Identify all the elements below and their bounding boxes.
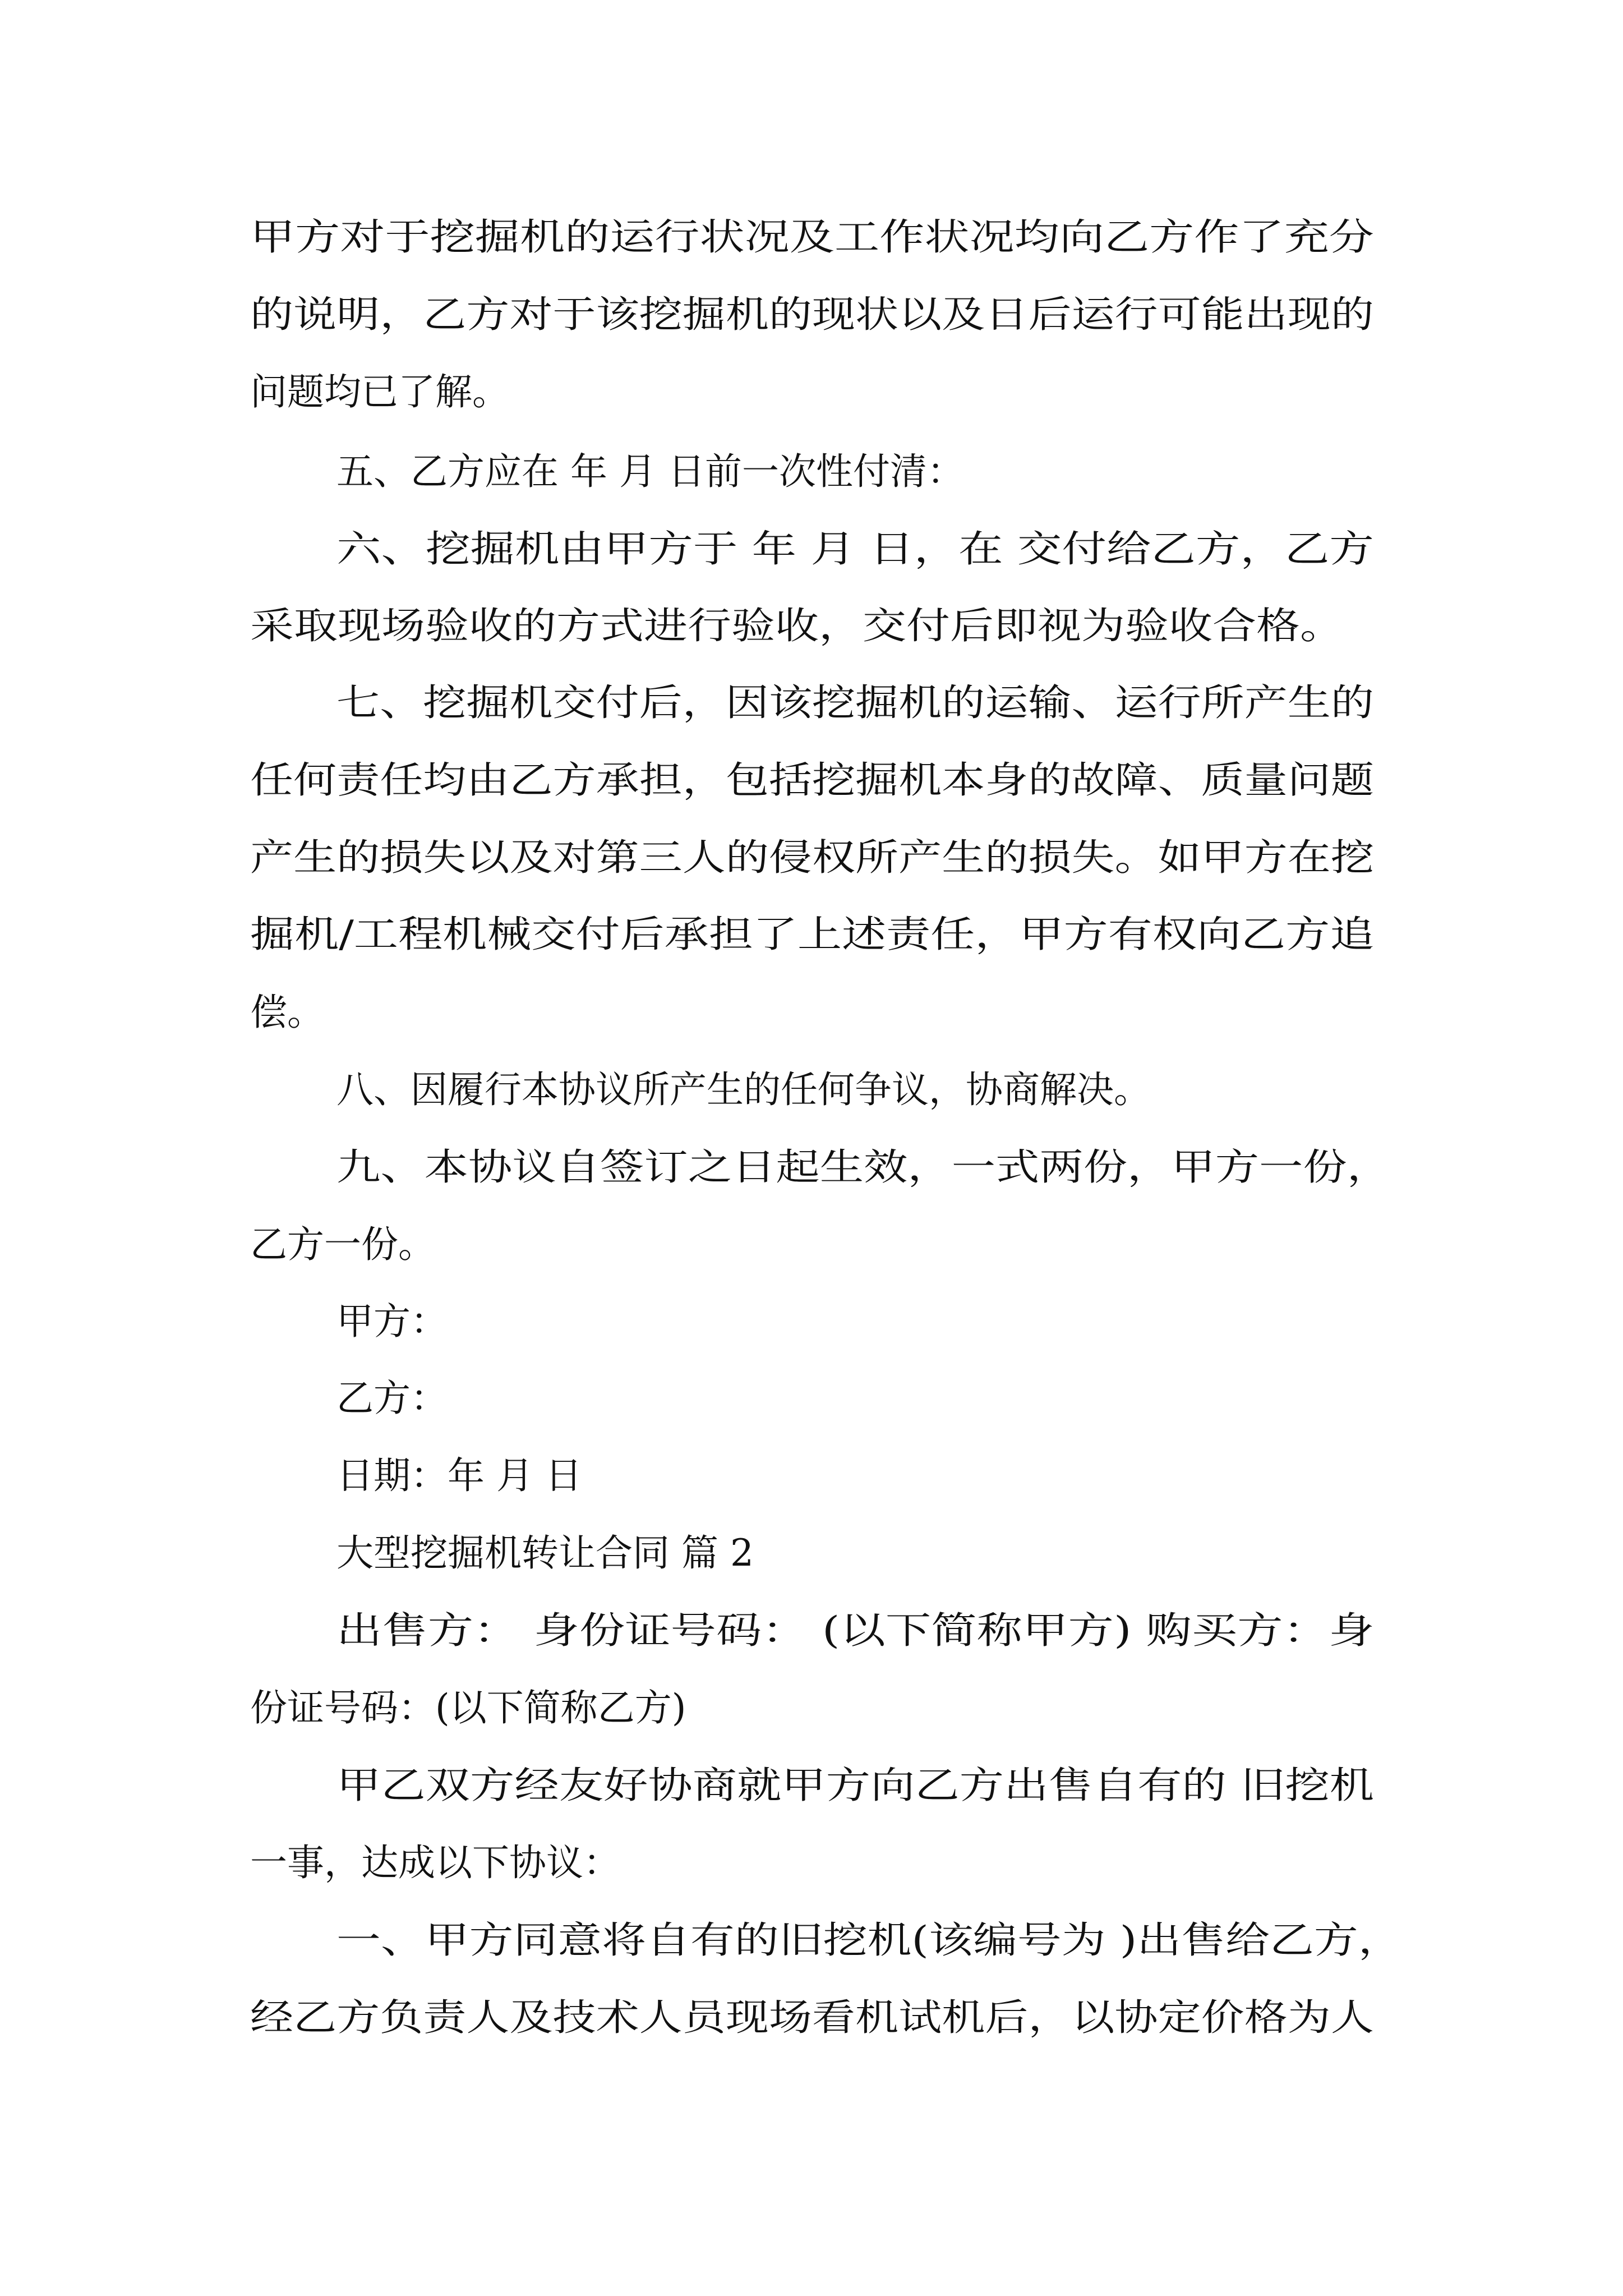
clause-six: 六、挖掘机由甲方于 年 月 日，在 交付给乙方，乙方 [336,527,1374,570]
seller-buyer-line: 出售方： 身份证号码： (以下简称甲方) 购买方：身 [336,1609,1375,1652]
body-text-line: 采取现场验收的方式进行验收，交付后即视为验收合格。 [250,604,1344,647]
body-text-line: 甲方对于挖掘机的运行状况及工作状况均向乙方作了充分 [250,215,1374,259]
body-text-line: 经乙方负责人及技术人员现场看机试机后，以协定价格为人 [250,1996,1374,2039]
body-text-line: 掘机/工程机械交付后承担了上述责任，甲方有权向乙方追 [250,913,1375,956]
section-heading: 大型挖掘机转让合同 篇 2 [336,1531,754,1575]
party-a-signature-label: 甲方： [336,1300,448,1343]
body-text-line: 产生的损失以及对第三人的侵权所产生的损失。如甲方在挖 [250,836,1374,879]
clause-eight: 八、因履行本协议所产生的任何争议，协商解决。 [336,1068,1151,1111]
clause-nine: 九、本协议自签订之日起生效，一式两份，甲方一份， [336,1145,1391,1189]
clause-five: 五、乙方应在 年 月 日前一次性付清： [336,450,964,493]
clause-one: 一、甲方同意将自有的旧挖机(该编号为 )出售给乙方， [336,1918,1403,1962]
body-text-line: 乙方一份。 [250,1223,435,1266]
clause-seven: 七、挖掘机交付后，因该挖掘机的运输、运行所产生的 [336,681,1374,724]
body-text-line: 任何责任均由乙方承担，包括挖掘机本身的故障、质量问题 [250,758,1374,802]
body-text-line: 偿。 [250,991,324,1034]
body-text-line: 的说明，乙方对于该挖掘机的现状以及日后运行可能出现的 [250,293,1374,336]
party-b-signature-label: 乙方： [336,1377,448,1420]
body-text-line: 问题均已了解。 [250,370,509,413]
preamble-line: 甲乙双方经友好协商就甲方向乙方出售自有的 旧挖机 [336,1764,1375,1807]
body-text-line: 一事，达成以下协议： [250,1841,620,1884]
date-label: 日期：年 月 日 [336,1454,582,1497]
body-text-line: 份证号码：(以下简称乙方) [250,1686,686,1729]
